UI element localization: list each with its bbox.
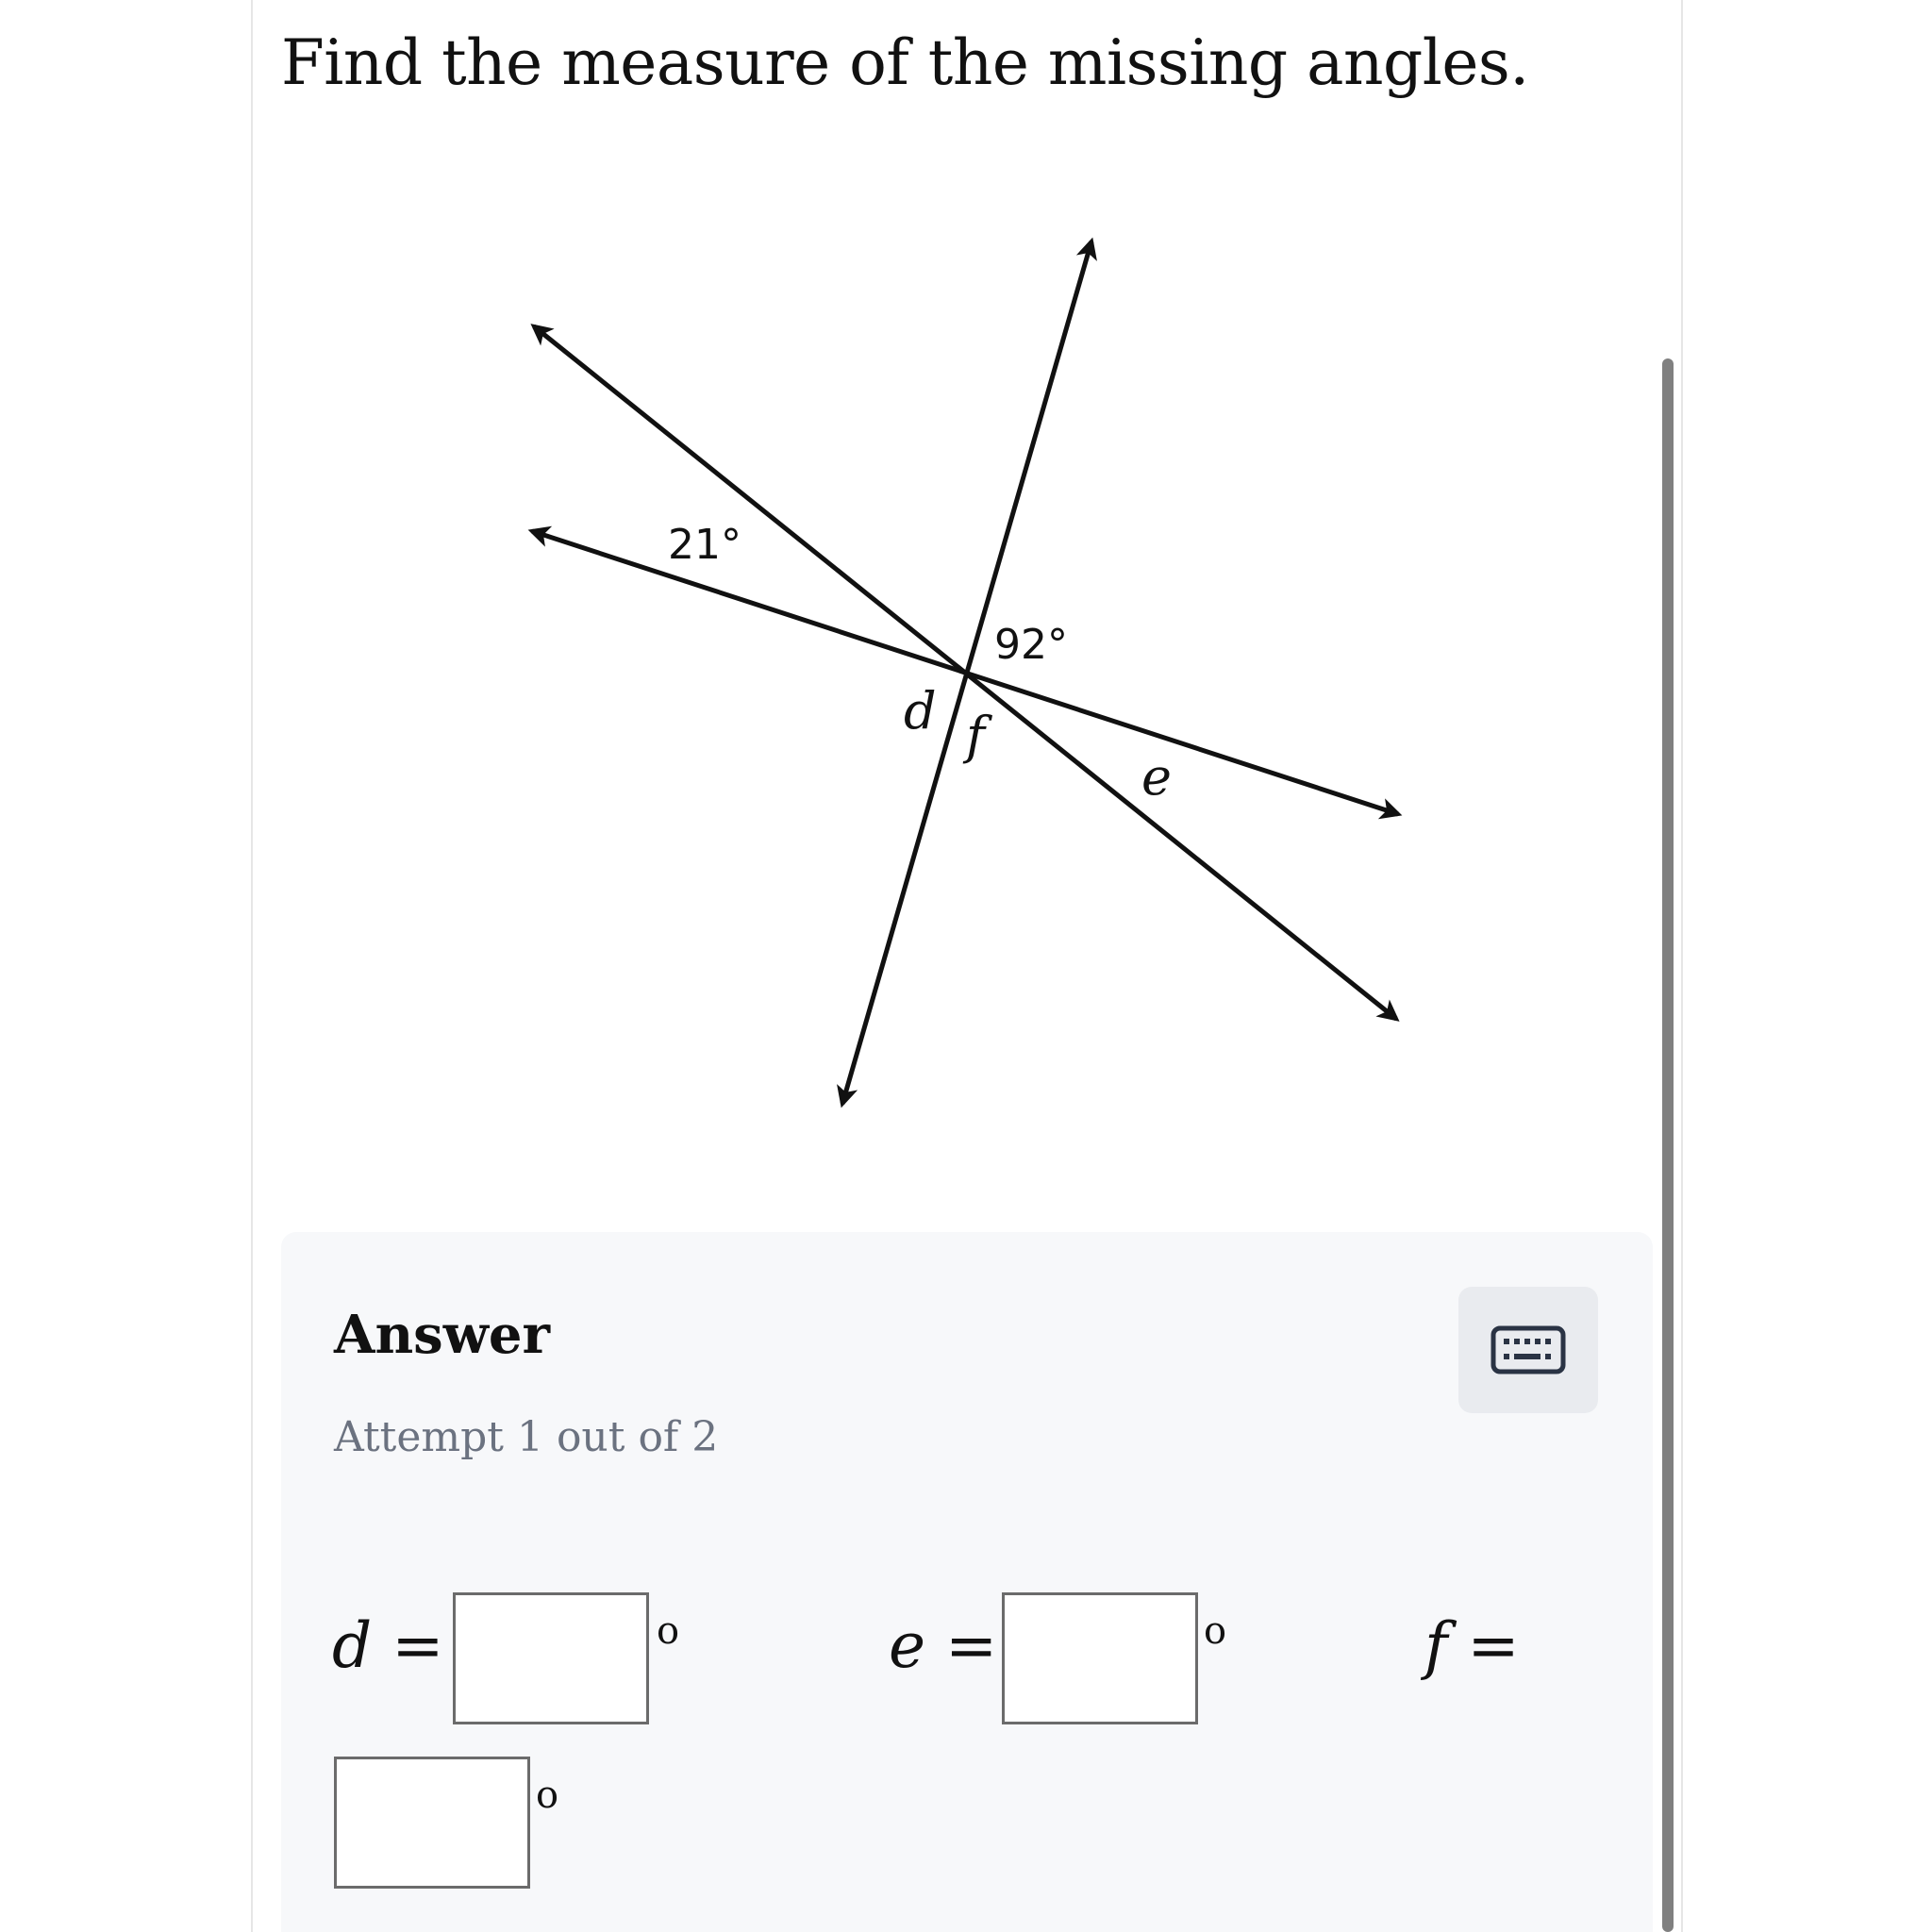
answer-input-f[interactable] — [334, 1757, 530, 1889]
label-f — [1424, 1609, 1520, 1682]
answer-input-d[interactable] — [453, 1592, 649, 1724]
degree-mark-d: o — [657, 1609, 680, 1653]
angle-label-21: 21° — [668, 521, 741, 569]
var-e: e — [889, 1609, 926, 1682]
line-steep — [842, 242, 1091, 1104]
answer-input-e[interactable] — [1002, 1592, 1198, 1724]
angle-label-d: d — [904, 681, 937, 741]
angle-label-e: e — [1141, 747, 1172, 807]
answer-heading: Answer — [334, 1304, 551, 1366]
label-d — [332, 1609, 444, 1682]
equals-f: = — [1447, 1609, 1520, 1682]
angle-label-f: f — [966, 706, 985, 765]
angle-label-92: 92° — [994, 621, 1068, 669]
keyboard-icon — [1491, 1325, 1566, 1374]
var-d: d — [332, 1609, 373, 1682]
equals-e: = — [925, 1609, 998, 1682]
label-e — [889, 1609, 997, 1682]
question-title: Find the measure of the missing angles. — [281, 26, 1529, 99]
attempt-counter: Attempt 1 out of 2 — [334, 1413, 719, 1461]
equals-d: = — [372, 1609, 444, 1682]
keyboard-toggle-button[interactable] — [1458, 1287, 1598, 1413]
var-f: f — [1424, 1609, 1448, 1682]
degree-mark-f: o — [536, 1774, 559, 1817]
degree-mark-e: o — [1204, 1609, 1227, 1653]
